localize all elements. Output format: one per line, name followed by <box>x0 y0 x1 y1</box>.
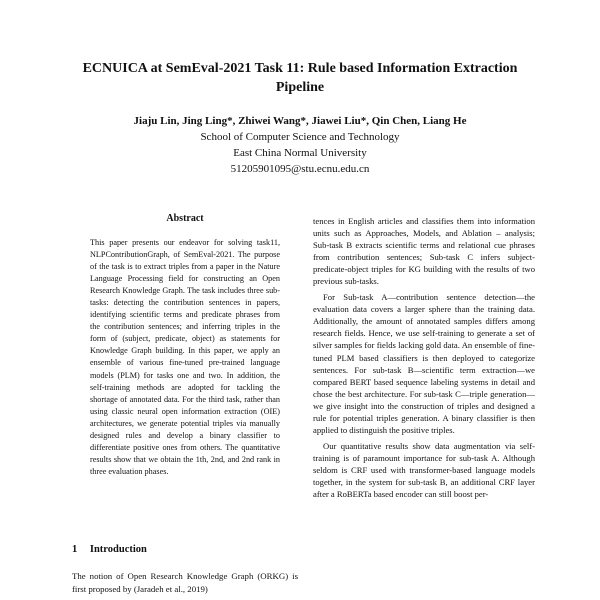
section-title: Introduction <box>89 544 147 555</box>
paper-title <box>40 59 560 97</box>
abstract-heading: Abstract <box>166 213 204 224</box>
right-paragraph-2: For Sub-task A—contribution sentence detection—the evaluation data covers a larger sphere than the training data. Additionally, the amount of annotated samples differs among research fields. Hence, we use self-training to generate a set of silver samples for fields lacking gold data. An ensemble of fine-tuned PLM based classifiers is then deployed to categorize sentences. For sub-task B—scientific term extraction—we compared BERT based sequence labeling systems in detail and chose the best architecture. For sub-task C—triple generation—we give insight into the construction of triples and designed a rule for potential triples generation. A binary classifier is then applied to distinguish the positive triples. <box>313 292 535 435</box>
section-number: 1 <box>72 544 78 555</box>
affiliation-school: School of Computer Science and Technology <box>200 131 400 143</box>
paper-title-line-2: Pipeline <box>275 80 325 95</box>
introduction-text: The notion of Open Research Knowledge Graph (ORKG) is first proposed by (Jaradeh et al., 2019) <box>72 571 298 594</box>
author-email: 51205901095@stu.ecnu.edu.cn <box>230 163 370 175</box>
right-paragraph-3: Our quantitative results show data augmentation via self-training is of paramount importance for sub-task A. Although seldom is CRF used with transformer-based language models together, in the system for sub-task B, an additional CRF layer after a RoBERTa based encoder can still boost per- <box>313 440 535 500</box>
author-block <box>40 113 560 177</box>
section-heading-introduction <box>72 544 147 555</box>
right-paragraph-1: tences in English articles and classifies them into information units such as Approaches, Models, and Ablation – analysis; Sub-task B extracts scientific terms and relational cue phrases from contribution sentences; Sub-task C infers subject-predicate-object triples for KG building with the results of two previous sub-tasks. <box>313 216 535 287</box>
affiliation-university: East China Normal University <box>233 147 367 159</box>
paper-title-line-1: ECNUICA at SemEval-2021 Task 11: Rule based Information Extraction <box>82 61 518 76</box>
right-column <box>313 215 535 500</box>
author-names: Jiaju Lin, Jing Ling*, Zhiwei Wang*, Jiawei Liu*, Qin Chen, Liang He <box>133 115 467 127</box>
abstract-text: This paper presents our endeavor for solving task11, NLPContributionGraph, of SemEval-2021. The purpose of the task is to extract triples from a paper in the Nature Language Processing field for constructing an Open Research Knowledge Graph. The task includes three sub-tasks: detecting the contribution sentences in papers, identifying scientific terms and predicate phrases from the contribution sentences; and inferring triples in the form of (subject, predicate, object) as statements for Knowledge Graph building. In this paper, we apply an ensemble of various fine-tuned pre-trained language models (PLM) for tasks one and two. In addition, the self-training methods are adopted for tackling the shortage of annotated data. For the third task, rather than using classic neural open information extraction (OIE) architectures, we generate potential triples via manually designed rules and develop a binary classifier to differentiate positive ones from others. The quantitative results show that we obtain the 1th, 2nd, and 2nd rank in three evaluation phases. <box>90 238 280 476</box>
